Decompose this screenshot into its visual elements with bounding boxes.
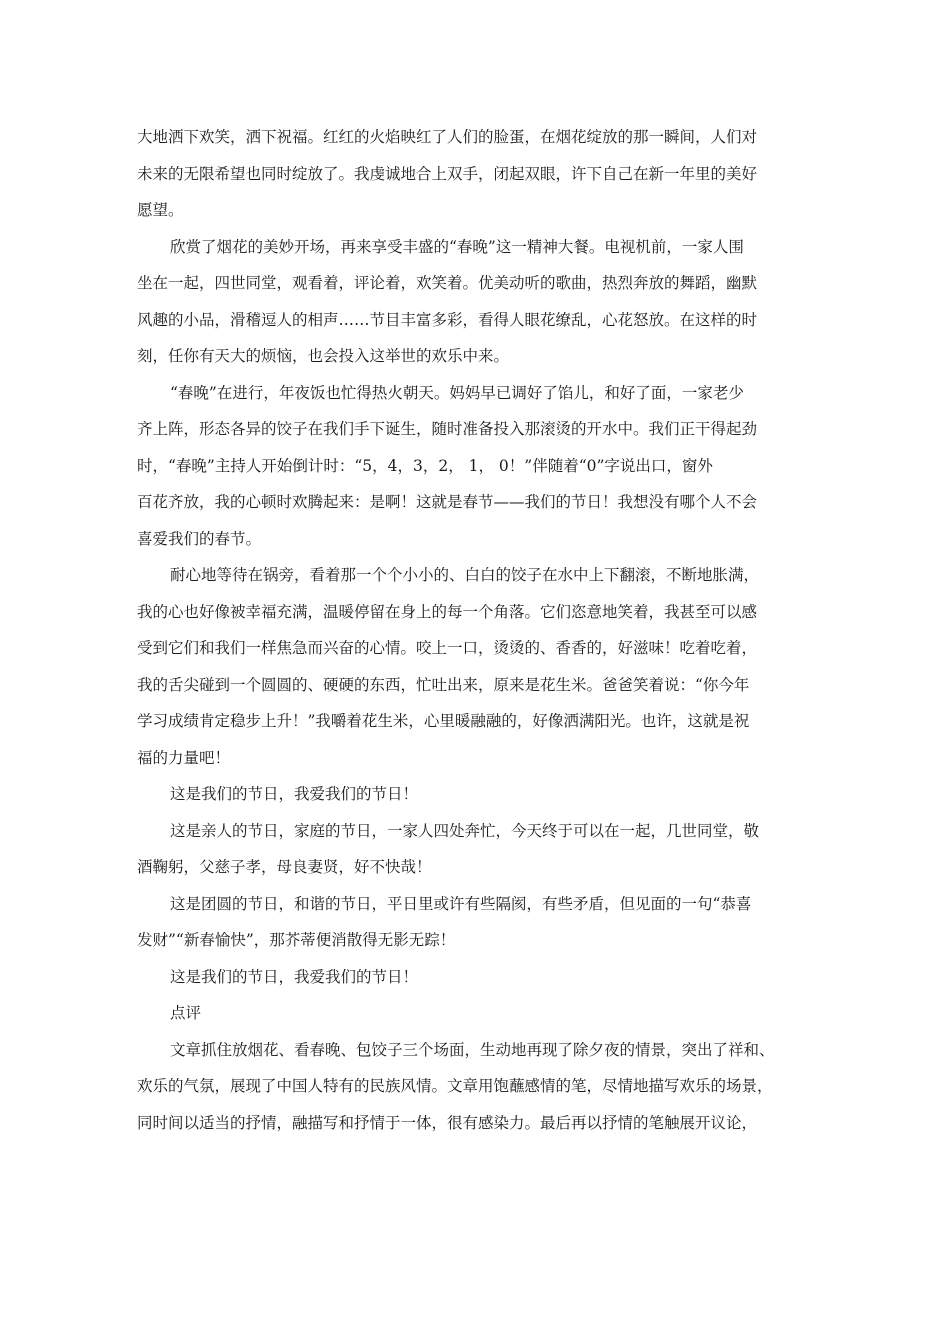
article-paragraph (137, 995, 822, 1032)
article-paragraph (137, 1032, 822, 1142)
article-paragraph (137, 813, 822, 886)
paragraph-line: 欣赏了烟花的美妙开场，再来享受丰盛的“春晚”这一精神大餐。电视机前，一家人围 (170, 237, 744, 256)
paragraph-line: 受到它们和我们一样焦急而兴奋的心情。咬上一口，烫烫的、香香的，好滋味！吃着吃着， (137, 639, 758, 657)
paragraph-line: 时，“春晚”主持人开始倒计时：“5，4，3，2， 1， 0！”伴随着“0”字说出口，窗外 (137, 456, 713, 475)
article-paragraph (137, 959, 822, 996)
paragraph-line: 坐在一起，四世同堂，观看着，评论着，欢笑着。优美动听的歌曲，热烈奔放的舞蹈，幽默 (137, 274, 758, 292)
paragraph-line: 发财”“新春愉快”，那芥蒂便消散得无影无踪！ (137, 931, 456, 949)
paragraph-line: 我的心也好像被幸福充满，温暖停留在身上的每一个角落。它们恣意地笑着，我甚至可以感 (137, 602, 758, 621)
article-body (137, 119, 822, 1141)
paragraph-line: “春晚”在进行，年夜饭也忙得热火朝天。妈妈早已调好了馅儿，和好了面，一家老少 (170, 383, 744, 402)
paragraph-line: 我的舌尖碰到一个圆圆的、硬硬的东西，忙吐出来，原来是花生米。爸爸笑着说：“你今年 (137, 675, 750, 694)
paragraph-line: 愿望。 (137, 201, 184, 219)
paragraph-line: 欢乐的气氛，展现了中国人特有的民族风情。文章用饱蘸感情的笔，尽情地描写欢乐的场景， (137, 1077, 773, 1095)
paragraph-line: 酒鞠躬，父慈子孝，母良妻贤，好不快哉！ (137, 858, 432, 876)
paragraph-line: 风趣的小品，滑稽逗人的相声……节目丰富多彩，看得人眼花缭乱，心花怒放。在这样的时 (137, 310, 758, 329)
paragraph-line: 喜爱我们的春节。 (137, 529, 262, 548)
paragraph-line: 同时间以适当的抒情，融描写和抒情于一体，很有感染力。最后再以抒情的笔触展开议论， (137, 1113, 758, 1132)
paragraph-line: 耐心地等待在锅旁，看着那一个个小小的、白白的饺子在水中上下翻滚，不断地胀满， (170, 566, 760, 584)
paragraph-line: 这是我们的节日，我爱我们的节日！ (170, 967, 419, 986)
paragraph-line: 齐上阵，形态各异的饺子在我们手下诞生，随时准备投入那滚烫的开水中。我们正干得起劲 (137, 420, 758, 438)
paragraph-line: 点评 (170, 1004, 202, 1022)
article-paragraph (137, 119, 822, 229)
article-paragraph (137, 886, 822, 959)
paragraph-line: 刻，任你有天大的烦恼，也会投入这举世的欢乐中来。 (137, 347, 510, 365)
paragraph-line: 福的力量吧！ (137, 748, 231, 767)
paragraph-line: 百花齐放，我的心顿时欢腾起来：是啊！这就是春节——我们的节日！我想没有哪个人不会 (137, 493, 758, 511)
article-paragraph (137, 557, 822, 776)
paragraph-line: 未来的无限希望也同时绽放了。我虔诚地合上双手，闭起双眼，许下自己在新一年里的美好 (137, 164, 758, 183)
paragraph-line: 这是我们的节日，我爱我们的节日！ (170, 785, 419, 803)
paragraph-line: 这是团圆的节日，和谐的节日，平日里或许有些隔阂，有些矛盾，但见面的一句“恭喜 (170, 894, 752, 913)
paragraph-line: 这是亲人的节日，家庭的节日，一家人四处奔忙，今天终于可以在一起，几世同堂，敬 (170, 821, 760, 840)
paragraph-line: 学习成绩肯定稳步上升！”我嚼着花生米，心里暖融融的，好像洒满阳光。也许，这就是祝 (137, 712, 750, 730)
article-paragraph (137, 776, 822, 813)
article-paragraph (137, 375, 822, 558)
article-paragraph (137, 229, 822, 375)
paragraph-line: 文章抓住放烟花、看春晚、包饺子三个场面，生动地再现了除夕夜的情景，突出了祥和、 (170, 1040, 775, 1059)
paragraph-line: 大地洒下欢笑，洒下祝福。红红的火焰映红了人们的脸蛋，在烟花绽放的那一瞬间，人们对 (137, 128, 758, 146)
